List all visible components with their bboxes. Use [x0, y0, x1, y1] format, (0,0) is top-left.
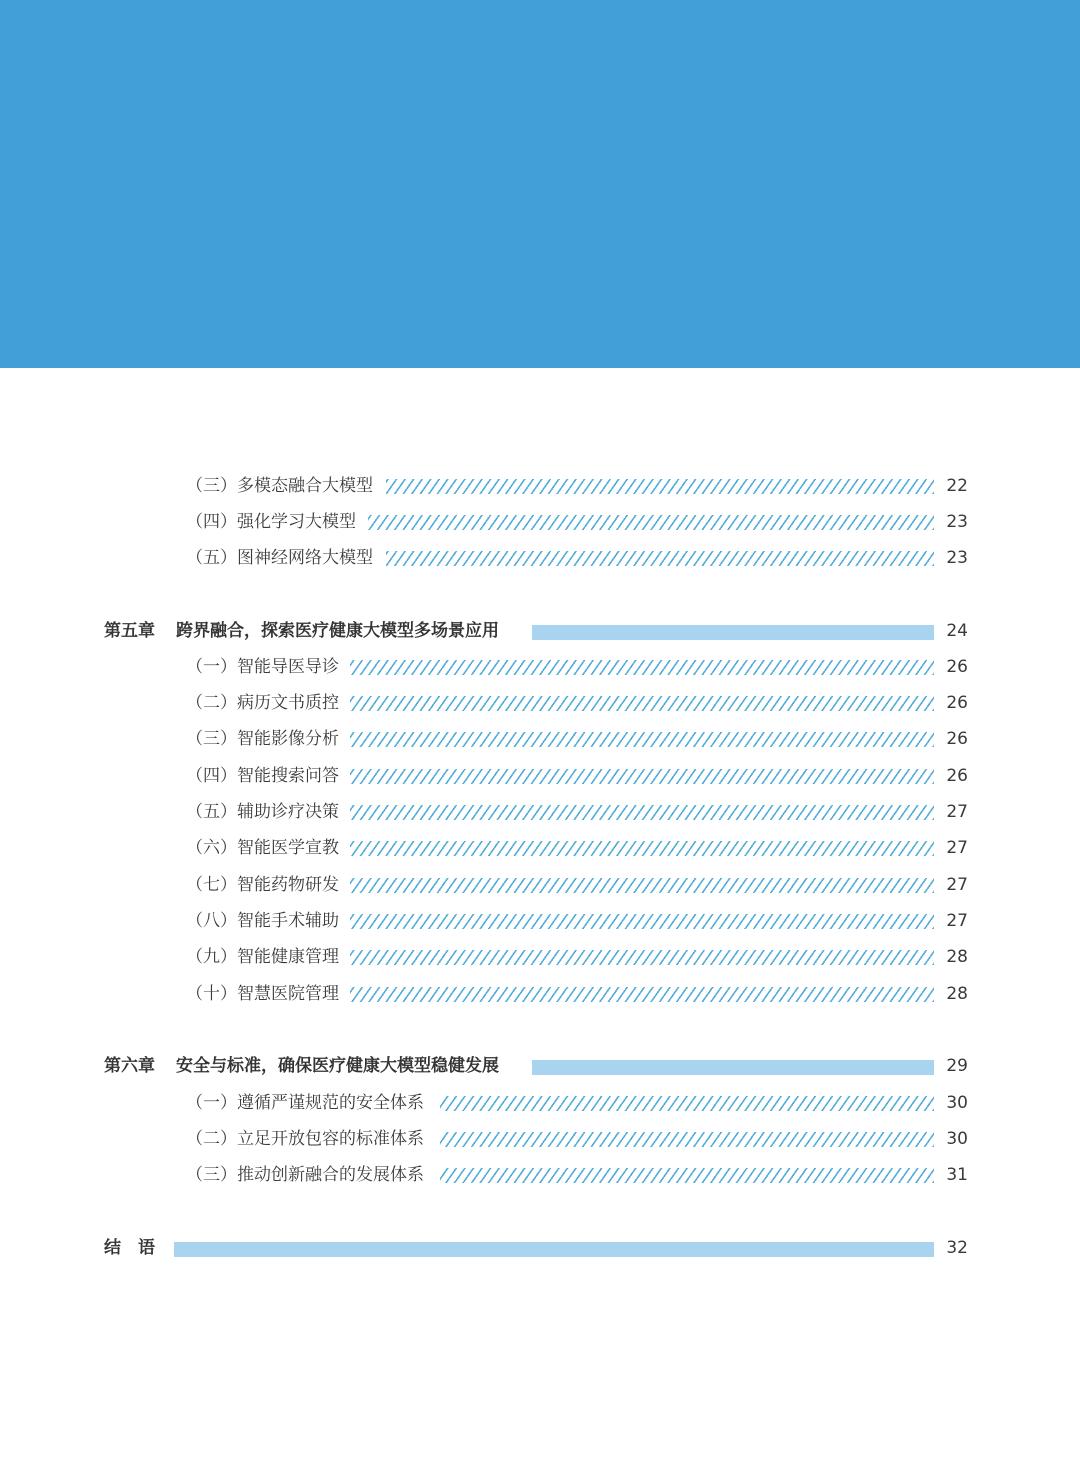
toc-entry-label: （五）辅助诊疗决策	[186, 802, 339, 822]
toc-entry-label: （三）智能影像分析	[186, 729, 339, 749]
toc-entry[interactable]	[0, 504, 1080, 540]
toc-entry-label: （七）智能药物研发	[186, 875, 339, 895]
toc-entry-page: 26	[946, 729, 968, 749]
chapter-page: 29	[946, 1056, 968, 1076]
toc-entry-page: 30	[946, 1129, 968, 1149]
dot-leader	[350, 769, 934, 784]
dot-leader	[440, 1132, 934, 1147]
chapter-leader-bar	[532, 625, 934, 640]
dot-leader	[350, 660, 934, 675]
toc-entry[interactable]	[0, 939, 1080, 975]
toc-entry[interactable]	[0, 758, 1080, 794]
chapter-number: 第六章	[104, 1056, 155, 1076]
chapter-leader-bar	[174, 1242, 934, 1257]
toc-entry-label: （三）推动创新融合的发展体系	[186, 1165, 424, 1185]
toc-entry[interactable]	[0, 540, 1080, 576]
toc-entry-page: 28	[946, 984, 968, 1004]
toc-entry-page: 23	[946, 548, 968, 568]
dot-leader	[440, 1096, 934, 1111]
toc-entry[interactable]	[0, 830, 1080, 866]
toc-entry[interactable]	[0, 903, 1080, 939]
dot-leader	[368, 515, 934, 530]
toc-entry-label: （一）遵循严谨规范的安全体系	[186, 1093, 424, 1113]
toc-entry[interactable]	[0, 1121, 1080, 1157]
toc-entry-page: 28	[946, 947, 968, 967]
toc-entry[interactable]	[0, 468, 1080, 504]
toc-entry-label: （一）智能导医导诊	[186, 657, 339, 677]
toc-entry[interactable]	[0, 794, 1080, 830]
toc-entry-label: （二）立足开放包容的标准体系	[186, 1129, 424, 1149]
toc-entry-label: （四）智能搜索问答	[186, 766, 339, 786]
toc-entry-page: 31	[946, 1165, 968, 1185]
dot-leader	[350, 696, 934, 711]
toc-entry-label: （四）强化学习大模型	[186, 512, 356, 532]
toc-entry[interactable]	[0, 867, 1080, 903]
dot-leader	[350, 841, 934, 856]
conclusion-label: 结 语	[104, 1238, 155, 1258]
toc-entry-label: （六）智能医学宣教	[186, 838, 339, 858]
chapter-number: 第五章	[104, 621, 155, 641]
chapter-title: 跨界融合，探索医疗健康大模型多场景应用	[176, 621, 499, 641]
toc-chapter-5[interactable]	[0, 613, 1080, 649]
dot-leader	[440, 1168, 934, 1183]
toc-entry-label: （五）图神经网络大模型	[186, 548, 373, 568]
dot-leader	[350, 878, 934, 893]
dot-leader	[350, 987, 934, 1002]
conclusion-page: 32	[946, 1238, 968, 1258]
dot-leader	[350, 805, 934, 820]
toc-entry-label: （十）智慧医院管理	[186, 984, 339, 1004]
chapter-leader-bar	[532, 1060, 934, 1075]
toc-entry[interactable]	[0, 721, 1080, 757]
chapter-page: 24	[946, 621, 968, 641]
toc-entry-label: （九）智能健康管理	[186, 947, 339, 967]
toc-entry-label: （三）多模态融合大模型	[186, 476, 373, 496]
toc-entry[interactable]	[0, 976, 1080, 1012]
toc-entry-page: 27	[946, 802, 968, 822]
toc-conclusion[interactable]	[0, 1230, 1080, 1266]
dot-leader	[350, 914, 934, 929]
toc-entry-label: （八）智能手术辅助	[186, 911, 339, 931]
dot-leader	[350, 732, 934, 747]
toc-entry[interactable]	[0, 1085, 1080, 1121]
toc-entry-page: 22	[946, 476, 968, 496]
toc-entry-page: 26	[946, 766, 968, 786]
toc-entry-page: 27	[946, 875, 968, 895]
dot-leader	[350, 950, 934, 965]
toc-entry-page: 26	[946, 657, 968, 677]
toc-entry[interactable]	[0, 649, 1080, 685]
toc-entry-page: 26	[946, 693, 968, 713]
toc-entry-label: （二）病历文书质控	[186, 693, 339, 713]
toc-entry-page: 23	[946, 512, 968, 532]
toc-entry[interactable]	[0, 1157, 1080, 1193]
toc-entry-page: 30	[946, 1093, 968, 1113]
toc-entry-page: 27	[946, 838, 968, 858]
toc-chapter-6[interactable]	[0, 1048, 1080, 1084]
toc-entry[interactable]	[0, 685, 1080, 721]
toc-entry-page: 27	[946, 911, 968, 931]
dot-leader	[386, 551, 934, 566]
chapter-title: 安全与标准，确保医疗健康大模型稳健发展	[176, 1056, 499, 1076]
dot-leader	[386, 479, 934, 494]
